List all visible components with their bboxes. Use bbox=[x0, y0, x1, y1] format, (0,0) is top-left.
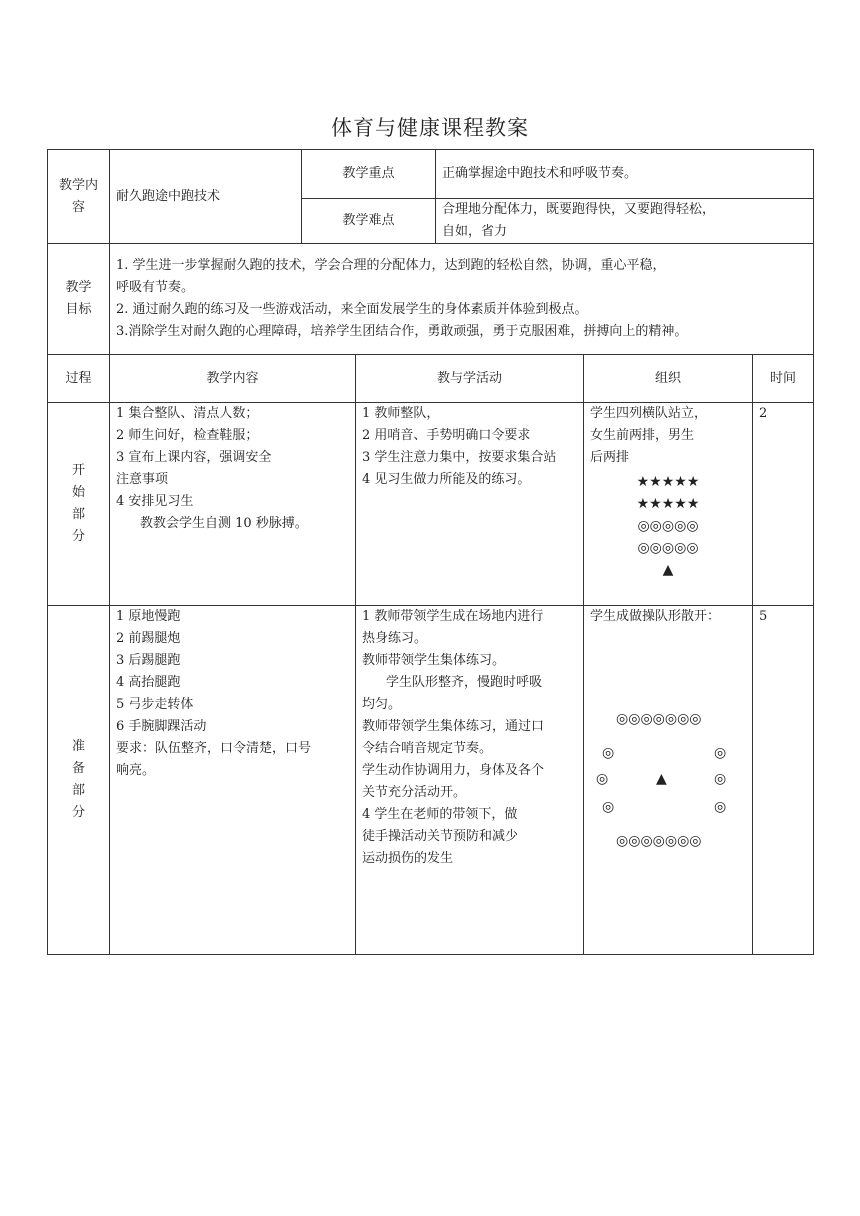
start-content-line: 1 集合整队、清点人数； bbox=[116, 406, 259, 421]
goals-label: 目标 bbox=[65, 302, 92, 317]
prep-activity-line: 令结合哨音规定节奏。 bbox=[362, 741, 493, 756]
formation-left-mark: ◎ bbox=[602, 745, 615, 761]
formation-bottom-row: ◎◎◎◎◎◎◎ bbox=[616, 833, 702, 849]
content-label: 教学内容 bbox=[58, 177, 98, 215]
content-value: 耐久跑途中跑技术 bbox=[116, 188, 221, 204]
prep-label-char: 准 bbox=[71, 739, 85, 754]
column-header: 组织 bbox=[584, 355, 753, 403]
start-org-line: 后两排 bbox=[590, 450, 630, 465]
goals-cell bbox=[110, 244, 814, 355]
formation-left-mark: ◎ bbox=[602, 799, 615, 815]
formation-row: ◎◎◎◎◎ bbox=[637, 540, 699, 556]
prep-content-line: 5 弓步走转体 bbox=[116, 697, 194, 712]
prep-activity-line: 学生动作协调用力，身体及各个 bbox=[362, 763, 545, 778]
prep-content-line: 响亮。 bbox=[116, 763, 156, 778]
start-content-line: 4 安排见习生 bbox=[116, 494, 194, 509]
prep-time-cell bbox=[753, 606, 814, 955]
teacher-marker: ▲ bbox=[656, 771, 667, 787]
formation-row: ★★★★★ bbox=[636, 474, 700, 490]
goal-line: 2. 通过耐久跑的练习及一些游戏活动，来全面发展学生的身体素质并体验到极点。 bbox=[116, 302, 588, 317]
start-content-line: 2 师生问好，检查鞋服； bbox=[116, 428, 259, 443]
prep-organization-cell bbox=[584, 606, 753, 955]
prep-content-line: 3 后踢腿跑 bbox=[116, 653, 181, 668]
column-header: 时间 bbox=[753, 355, 814, 403]
start-label-char: 分 bbox=[71, 529, 85, 544]
prep-activity-line: 关节充分活动开。 bbox=[362, 785, 467, 800]
prep-label-char: 部 bbox=[71, 783, 85, 798]
lesson-plan-table bbox=[47, 149, 814, 955]
formation-right-mark: ◎ bbox=[714, 799, 727, 815]
start-content-line: 注意事项 bbox=[116, 472, 169, 487]
goal-line: 3.消除学生对耐久跑的心理障碍，培养学生团结合作，勇敢顽强，勇于克服困难，拼搏向上的精神。 bbox=[116, 324, 688, 339]
formation-right-mark: ◎ bbox=[714, 771, 727, 787]
difficulty-label: 教学难点 bbox=[342, 213, 395, 228]
formation-row: ★★★★★ bbox=[636, 496, 700, 512]
difficulty-value-cell bbox=[436, 199, 814, 244]
page-title: 体育与健康课程教案 bbox=[331, 116, 529, 140]
start-activity-line: 1 教师整队， bbox=[362, 406, 440, 421]
prep-content-line: 4 高抬腿跑 bbox=[116, 675, 181, 690]
prep-activity-line: 均匀。 bbox=[362, 697, 402, 712]
start-activity-line: 4 见习生做力所能及的练习。 bbox=[362, 472, 531, 487]
content-label-cell bbox=[48, 150, 110, 244]
start-org-line: 学生四列横队站立， bbox=[590, 406, 708, 421]
prep-label-char: 备 bbox=[71, 761, 85, 776]
prep-activity-cell bbox=[356, 606, 584, 955]
start-activity-cell bbox=[356, 403, 584, 606]
start-content-line: 3 宣布上课内容，强调安全 bbox=[116, 450, 272, 465]
column-header: 教与学活动 bbox=[356, 355, 584, 403]
prep-formation bbox=[590, 650, 746, 849]
formation-top-row: ◎◎◎◎◎◎◎ bbox=[616, 711, 702, 727]
column-header: 过程 bbox=[48, 355, 110, 403]
prep-activity-line: 运动损伤的发生 bbox=[362, 851, 454, 866]
start-formation bbox=[590, 471, 746, 581]
formation-right-mark: ◎ bbox=[714, 745, 727, 761]
start-activity-line: 3 学生注意力集中，按要求集合站 bbox=[362, 450, 557, 465]
start-time: 2 bbox=[759, 406, 768, 421]
prep-time: 5 bbox=[759, 609, 768, 624]
start-label-cell bbox=[48, 403, 110, 606]
formation-row: ◎◎◎◎◎ bbox=[637, 518, 699, 534]
difficulty-label-cell bbox=[302, 199, 436, 244]
start-content-cell bbox=[110, 403, 356, 606]
start-content-line: 教教会学生自测 10 秒脉搏。 bbox=[140, 516, 308, 531]
start-organization-cell bbox=[584, 403, 753, 606]
formation-left-mark: ◎ bbox=[596, 771, 609, 787]
column-header: 教学内容 bbox=[110, 355, 356, 403]
prep-activity-line: 教师带领学生集体练习。 bbox=[362, 653, 506, 668]
prep-activity-line: 1 教师带领学生成在场地内进行 bbox=[362, 609, 544, 624]
prep-activity-line: 热身练习。 bbox=[362, 631, 428, 646]
key-label-cell bbox=[302, 150, 436, 199]
start-label-char: 开 bbox=[71, 463, 85, 478]
start-label-char: 始 bbox=[71, 485, 85, 500]
difficulty-line: 自如，省力 bbox=[442, 224, 508, 239]
prep-org-line: 学生成做操队形散开： bbox=[590, 609, 721, 624]
start-time-cell bbox=[753, 403, 814, 606]
goals-label: 教学 bbox=[65, 280, 92, 295]
prep-activity-line: 学生队形整齐，慢跑时呼吸 bbox=[386, 675, 543, 690]
prep-activity-line: 徒手操活动关节预防和减少 bbox=[362, 829, 519, 844]
goal-line: 1. 学生进一步掌握耐久跑的技术，学会合理的分配体力，达到跑的轻松自然，协调，重心平稳， bbox=[116, 258, 666, 273]
prep-content-line: 2 前踢腿炮 bbox=[116, 631, 181, 646]
key-label: 教学重点 bbox=[342, 166, 395, 181]
prep-label-char: 分 bbox=[71, 805, 85, 820]
prep-content-line: 6 手腕脚踝活动 bbox=[116, 719, 207, 734]
goal-line: 呼吸有节奏。 bbox=[116, 280, 195, 295]
goals-label-cell bbox=[48, 244, 110, 355]
difficulty-line: 合理地分配体力，既要跑得快，又要跑得轻松， bbox=[442, 202, 716, 217]
key-value-cell bbox=[436, 150, 814, 199]
prep-activity-line: 4 学生在老师的带领下，做 bbox=[362, 807, 518, 822]
content-value-cell bbox=[110, 150, 302, 244]
prep-activity-line: 教师带领学生集体练习，通过口 bbox=[362, 719, 545, 734]
start-activity-line: 2 用哨音、手势明确口令要求 bbox=[362, 428, 531, 443]
key-value: 正确掌握途中跑技术和呼吸节奏。 bbox=[442, 166, 638, 181]
formation-row: ▲ bbox=[662, 562, 674, 578]
start-org-line: 女生前两排，男生 bbox=[590, 428, 695, 443]
prep-label-cell bbox=[48, 606, 110, 955]
prep-content-line: 1 原地慢跑 bbox=[116, 609, 181, 624]
prep-content-cell bbox=[110, 606, 356, 955]
start-label-char: 部 bbox=[71, 507, 85, 522]
prep-content-line: 要求：队伍整齐，口令清楚，口号 bbox=[116, 741, 312, 756]
